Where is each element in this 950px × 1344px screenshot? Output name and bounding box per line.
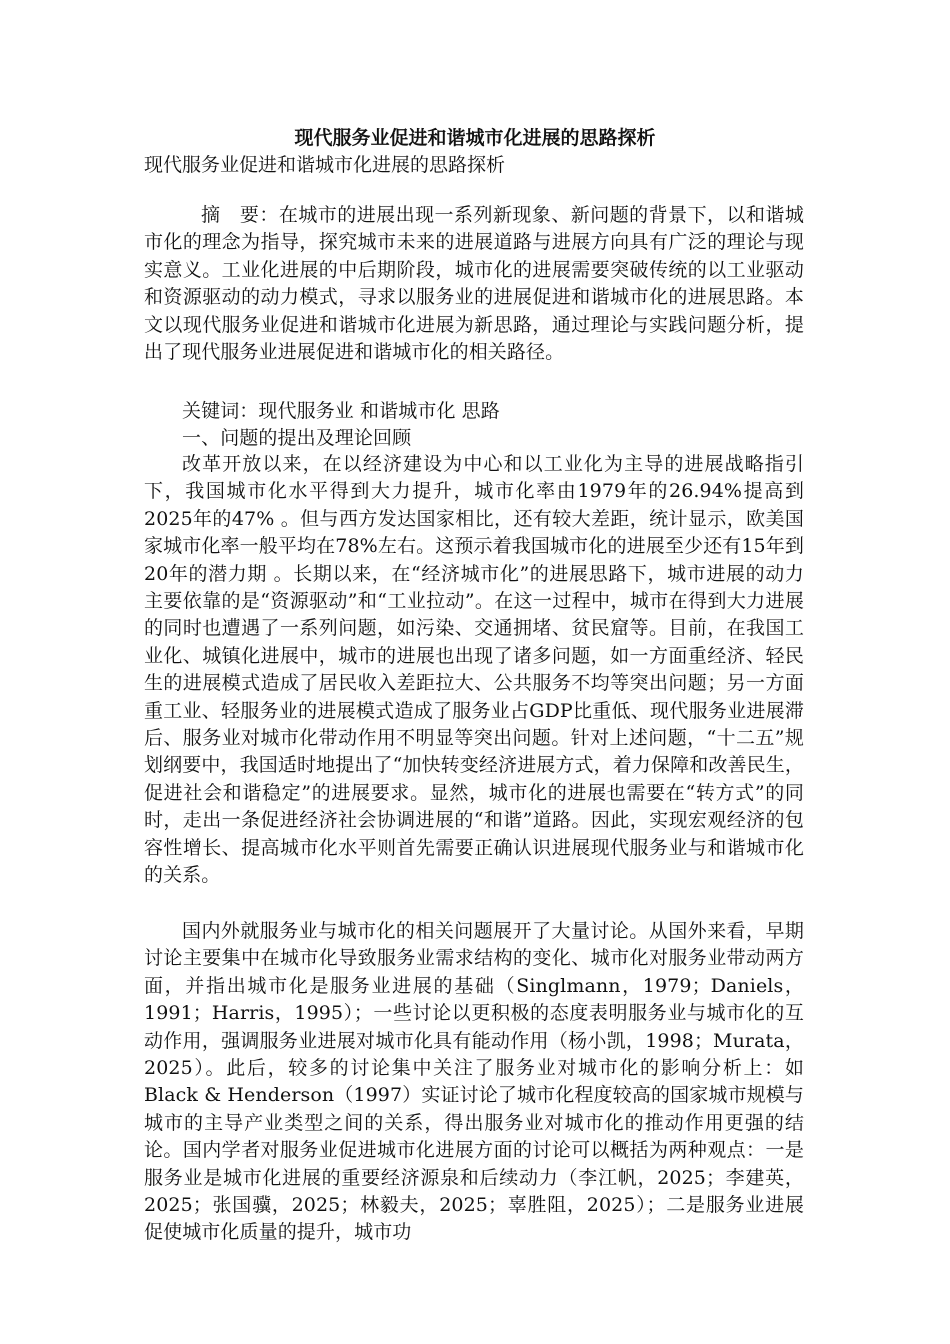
abstract-paragraph: 摘 要：在城市的进展出现一系列新现象、新问题的背景下，以和谐城市化的理念为指导，探究城市未来的进展道路与进展方向具有广泛的理论与现实意义。工业化进展的中后期阶段，城市化的进展需要突破传统的以工业驱动和资源驱动的动力模式，寻求以服务业的进展促进和谐城市化的进展思路。本文以现代服务业促进和谐城市化进展为新思路，通过理论与实践问题分析，提出了现代服务业进展促进和谐城市化的相关路径。 <box>144 204 804 364</box>
section-heading: 一、问题的提出及理论回顾 <box>182 427 412 449</box>
document-title: 现代服务业促进和谐城市化进展的思路探析 <box>294 127 656 149</box>
keywords-line: 关键词：现代服务业 和谐城市化 思路 <box>182 400 500 422</box>
document-subtitle: 现代服务业促进和谐城市化进展的思路探析 <box>144 154 506 176</box>
body-paragraph: 国内外就服务业与城市化的相关问题展开了大量讨论。从国外来看，早期讨论主要集中在城市化导致服务业需求结构的变化、城市化对服务业带动两方面，并指出城市化是服务业进展的基础（Singlmann，1979；Daniels，1991；Harris，1995）；一些讨论以更积极的态度表明服务业与城市化的互动作用，强调服务业进展对城市化具有能动作用（杨小凯，1998；Murata，2025）。此后，较多的讨论集中关注了服务业对城市化的影响分析上：如Black & Henderson（1997）实证讨论了城市化程度较高的国家城市规模与城市的主导产业类型之间的关系，得出服务业对城市化的推动作用更强的结论。国内学者对服务业促进城市化进展方面的讨论可以概括为两种观点：一是服务业是城市化进展的重要经济源泉和后续动力（李江帆，2025；李建英，2025；张国骥，2025；林毅夫，2025；辜胜阻，2025）；二是服务业进展促使城市化质量的提升，城市功 <box>144 920 804 1244</box>
body-paragraph: 改革开放以来，在以经济建设为中心和以工业化为主导的进展战略指引下，我国城市化水平得到大力提升，城市化率由1979年的26.94%提高到2025年的47% 。但与西方发达国家相比，还有较大差距，统计显示，欧美国家城市化率一般平均在78%左右。这预示着我国城市化的进展至少还有15年到20年的潜力期 。长期以来，在“经济城市化”的进展思路下，城市进展的动力主要依靠的是“资源驱动”和“工业拉动”。在这一过程中，城市在得到大力进展的同时也遭遇了一系列问题，如污染、交通拥堵、贫民窟等。目前，在我国工业化、城镇化进展中，城市的进展也出现了诸多问题，如一方面重经济、轻民生的进展模式造成了居民收入差距拉大、公共服务不均等突出问题；另一方面重工业、轻服务业的进展模式造成了服务业占GDP比重低、现代服务业进展滞后、服务业对城市化带动作用不明显等突出问题。针对上述问题，“十二五”规划纲要中，我国适时地提出了“加快转变经济进展方式，着力保障和改善民生，促进社会和谐稳定”的进展要求。显然，城市化的进展也需要在“转方式”的同时，走出一条促进经济社会协调进展的“和谐”道路。因此，实现宏观经济的包容性增长、提高城市化水平则首先需要正确认识进展现代服务业与和谐城市化的关系。 <box>144 453 804 887</box>
